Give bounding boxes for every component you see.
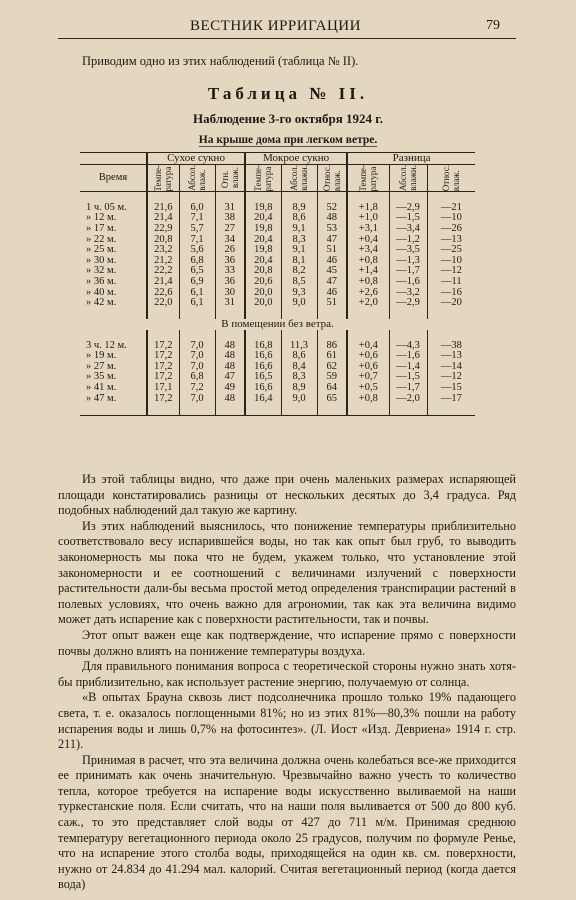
paragraph: Из этой таблицы видно, что даже при очень маленьких размерах испаряющей площади констатировались разницы от нескольких десятых до 3,4 градуса. Ряд подобных наблюдений дал такую же картину. [58,472,516,518]
value-cell: —15 [427,383,475,394]
value-cell: +2,0 [347,298,389,309]
value-cell: 36 [215,256,245,267]
value-cell: 48 [215,351,245,362]
value-cell: —2,0 [389,394,427,405]
value-cell: —21 [427,203,475,214]
table-condition-text: На крыше дома при легком ветре. [198,134,378,146]
value-cell: 48 [215,341,245,352]
value-cell: 19,8 [245,224,281,235]
value-cell: 31 [215,298,245,309]
time-cell: 3 ч. 12 м. [86,339,127,351]
corner-cell [80,153,147,165]
time-cell: 1 ч. 05 м. [86,201,127,213]
time-cell: » 19 м. [86,350,117,362]
value-cell: 8,5 [281,277,317,288]
indoor-separator [80,319,475,330]
time-cell: » 36 м. [86,276,117,287]
value-cell: 8,9 [281,383,317,394]
value-cell: +3,4 [347,245,389,256]
value-cell: 62 [317,362,347,373]
value-cell: 36 [215,277,245,288]
col-dry-rel: Отн. влаж. [219,167,240,189]
col-diff-rel: Относ. влаж. [441,164,462,192]
value-cell: 20,6 [245,277,281,288]
value-cell: 48 [215,394,245,405]
value-cell: 38 [215,213,245,224]
time-cell: » 30 м. [86,254,117,266]
paragraph: «В опытах Брауна сквозь лист подсолнечника прошло только 19% падающего света, т. е. оказалось поглощенными 81%; но из этих 81%—80,3% пошли на работу испарения воды и лишь 0,7% на фотосинтез». (Л. Иост «Изд. Девриена» 1914 г. стр. 211). [58,690,516,752]
table-row [80,277,475,288]
value-cell: —14 [427,362,475,373]
value-cell: 51 [317,298,347,309]
value-cell: —13 [427,235,475,246]
value-cell: 16,6 [245,362,281,373]
value-cell: 9,0 [281,394,317,405]
col-dry-temp: Темпе- ратура [153,164,174,192]
value-cell: 49 [215,383,245,394]
table-row [80,298,475,309]
value-cell: 7,0 [179,341,215,352]
value-cell: 26 [215,245,245,256]
value-cell: 17,2 [147,394,179,405]
indoor-label: В помещении без ветра. [221,318,334,331]
value-cell: 20,4 [245,213,281,224]
value-cell: 17,2 [147,362,179,373]
col-diff-temp: Темпе- ратура [358,164,379,192]
value-cell: 9,0 [281,298,317,309]
spacer-row [80,404,475,415]
value-cell: 11,3 [281,341,317,352]
value-cell: 51 [317,245,347,256]
value-cell: 64 [317,383,347,394]
value-cell: 34 [215,235,245,246]
value-cell: 22,2 [147,266,179,277]
value-cell: 7,0 [179,394,215,405]
col-wet-abs: Абсол. влажн. [289,164,310,191]
value-cell: +0,4 [347,341,389,352]
time-cell: » 12 м. [86,212,117,224]
value-cell: 6,8 [179,372,215,383]
time-cell: » 47 м. [86,392,117,404]
time-cell: » 17 м. [86,223,117,235]
roof-rows [80,192,475,320]
value-cell: 17,2 [147,372,179,383]
value-cell: +1,4 [347,266,389,277]
value-cell: —2,9 [389,298,427,309]
value-cell: 8,1 [281,256,317,267]
value-cell: 22,0 [147,298,179,309]
value-cell: 48 [215,362,245,373]
indoor-rows [80,330,475,415]
value-cell: 20,4 [245,235,281,246]
value-cell: 47 [215,372,245,383]
paragraph: Из этих наблюдений выяснилось, что понижение температуры приблизительно соответствовало весу испарившейся воды, но так как опыт был груб, то выводить закономерность мы пока что не будем, укажем только, что установление этой закономерности и ее соотношений с величинами излучений с поверхности растительности дали-бы весьма простой метод определения транспирации растений в полевых условиях, что очень важно для агрономии, так как эта величина видимо может дать испарение как с поверхности растительности, так и почвы. [58,518,516,627]
value-cell: —20 [427,298,475,309]
value-cell: —10 [427,256,475,267]
value-cell: 16,6 [245,383,281,394]
value-cell: +0,4 [347,235,389,246]
value-cell: 5,6 [179,245,215,256]
value-cell: 22,9 [147,224,179,235]
page-number: 79 [486,18,500,33]
value-cell: 17,2 [147,341,179,352]
value-cell: 8,9 [281,203,317,214]
value-cell: 52 [317,203,347,214]
value-cell: 22,6 [147,288,179,299]
value-cell: 6,1 [179,298,215,309]
col-wet-rel: Относ. влаж. [321,164,342,192]
value-cell: 48 [317,213,347,224]
value-cell: 7,0 [179,351,215,362]
running-header [58,16,516,39]
value-cell: —17 [427,394,475,405]
value-cell: 21,4 [147,213,179,224]
value-cell: —16 [427,288,475,299]
value-cell: 33 [215,266,245,277]
value-cell: —2,9 [389,203,427,214]
value-cell: 27 [215,224,245,235]
time-cell: » 35 м. [86,371,117,383]
time-cell: » 22 м. [86,233,117,245]
value-cell: +1,0 [347,213,389,224]
body-text [58,472,516,893]
paragraph: Принимая в расчет, что эта величина должна очень колебаться все-же приходится ее принимать как очень значительную. Чрезвычайно важно учесть то количество тепла, которое требуется на испарение воды искусственно выливаемой на наши туркестанские поля. Если считать, что на наши поля выливается от 500 до 800 куб. саж., то это представляет слой воды от 427 до 711 м/м. Принимая среднюю температуру вегетационного периода около 25 градусов, получим по формуле Ренье, что на испарение этого столба воды, приходящейся на один кв. см. поверхности, нужно от 24.834 до 41.294 мал. калорий. Считая вегетационный период (когда дается вода) [58,752,516,892]
value-cell: +2,6 [347,288,389,299]
value-cell: 19,8 [245,203,281,214]
table-title: Таблица № II. [207,84,369,103]
value-cell: 6,5 [179,266,215,277]
journal-title: ВЕСТНИК ИРРИГАЦИИ [190,18,361,34]
value-cell: —11 [427,277,475,288]
value-cell: —3,4 [389,224,427,235]
value-cell: 17,2 [147,351,179,362]
value-cell: —12 [427,266,475,277]
value-cell: 21,2 [147,256,179,267]
value-cell: —13 [427,351,475,362]
value-cell: 46 [317,288,347,299]
value-cell: 46 [317,256,347,267]
value-cell: +0,7 [347,372,389,383]
value-cell: —10 [427,213,475,224]
time-cell: » 27 м. [86,360,117,372]
value-cell: —1,6 [389,277,427,288]
value-cell: +0,6 [347,362,389,373]
spacer-row [80,330,475,341]
value-cell: —26 [427,224,475,235]
value-cell: —3,5 [389,245,427,256]
group-dry-cloth: Сухое сукно [147,153,245,165]
time-cell: » 40 м. [86,286,117,298]
value-cell: 47 [317,277,347,288]
table-condition [0,134,576,146]
value-cell: 45 [317,266,347,277]
value-cell: —25 [427,245,475,256]
value-cell: +0,8 [347,277,389,288]
value-cell: 20,8 [147,235,179,246]
value-cell: 6,8 [179,256,215,267]
value-cell: 17,1 [147,383,179,394]
value-cell: —1,7 [389,266,427,277]
value-cell: —3,2 [389,288,427,299]
value-cell: 7,2 [179,383,215,394]
value-cell: 19,8 [245,245,281,256]
value-cell: —1,2 [389,235,427,246]
value-cell: —1,4 [389,362,427,373]
value-cell: 7,1 [179,213,215,224]
value-cell: +3,1 [347,224,389,235]
table-row [80,394,475,405]
value-cell: 16,6 [245,351,281,362]
value-cell: 20,0 [245,288,281,299]
value-cell: 61 [317,351,347,362]
group-wet-cloth: Мокрое сукно [245,153,347,165]
col-wet-temp: Темпе- ратура [253,164,274,192]
value-cell: —4,3 [389,341,427,352]
table-row [80,383,475,394]
value-cell: —1,5 [389,213,427,224]
value-cell: 7,0 [179,362,215,373]
value-cell: 53 [317,224,347,235]
value-cell: 23,2 [147,245,179,256]
value-cell: 16,4 [245,394,281,405]
value-cell: 21,6 [147,203,179,214]
value-cell: —1,7 [389,383,427,394]
paragraph: Этот опыт важен еще как подтверждение, что испарение прямо с поверхности почвы должно влиять на понижение температуры воздуха. [58,627,516,658]
col-time: Время [80,164,147,192]
value-cell: 47 [317,235,347,246]
value-cell: 16,5 [245,372,281,383]
value-cell: +0,5 [347,383,389,394]
value-cell: +0,6 [347,351,389,362]
value-cell: 86 [317,341,347,352]
value-cell: —38 [427,341,475,352]
value-cell: +0,8 [347,394,389,405]
col-dry-abs: Абсол. влаж. [187,165,207,191]
col-diff-abs: Абсол. влажн. [398,164,419,191]
value-cell: 5,7 [179,224,215,235]
value-cell: 65 [317,394,347,405]
value-cell: 8,3 [281,235,317,246]
time-cell: » 25 м. [86,244,117,256]
intro-line: Приводим одно из этих наблюдений (таблица № II). [82,54,359,68]
value-cell: 31 [215,203,245,214]
value-cell: —1,5 [389,372,427,383]
table-subtitle: Наблюдение 3-го октября 1924 г. [193,111,383,126]
value-cell: 6,9 [179,277,215,288]
value-cell: 9,3 [281,288,317,299]
value-cell: 59 [317,372,347,383]
value-cell: +1,8 [347,203,389,214]
time-cell: » 32 м. [86,265,117,277]
value-cell: —1,3 [389,256,427,267]
paragraph: Для правильного понимания вопроса с теоретической стороны нужно знать хотя-бы приблизительно, как использует растение энергию, получаемую от солнца. [58,659,516,689]
value-cell: 8,6 [281,351,317,362]
value-cell: —12 [427,372,475,383]
value-cell: 9,1 [281,245,317,256]
value-cell: 8,3 [281,372,317,383]
value-cell: —1,6 [389,351,427,362]
value-cell: +0,8 [347,256,389,267]
value-cell: 21,4 [147,277,179,288]
value-cell: 8,2 [281,266,317,277]
value-cell: 6,1 [179,288,215,299]
value-cell: 7,1 [179,235,215,246]
value-cell: 16,8 [245,341,281,352]
value-cell: 20,8 [245,266,281,277]
observation-table [80,152,475,416]
group-difference: Разница [347,153,475,165]
value-cell: 8,6 [281,213,317,224]
value-cell: 6,0 [179,203,215,214]
value-cell: 20,0 [245,298,281,309]
time-cell: » 41 м. [86,381,117,393]
value-cell: 30 [215,288,245,299]
value-cell: 9,1 [281,224,317,235]
value-cell: 20,4 [245,256,281,267]
time-cell: » 42 м. [86,297,117,309]
value-cell: 8,4 [281,362,317,373]
